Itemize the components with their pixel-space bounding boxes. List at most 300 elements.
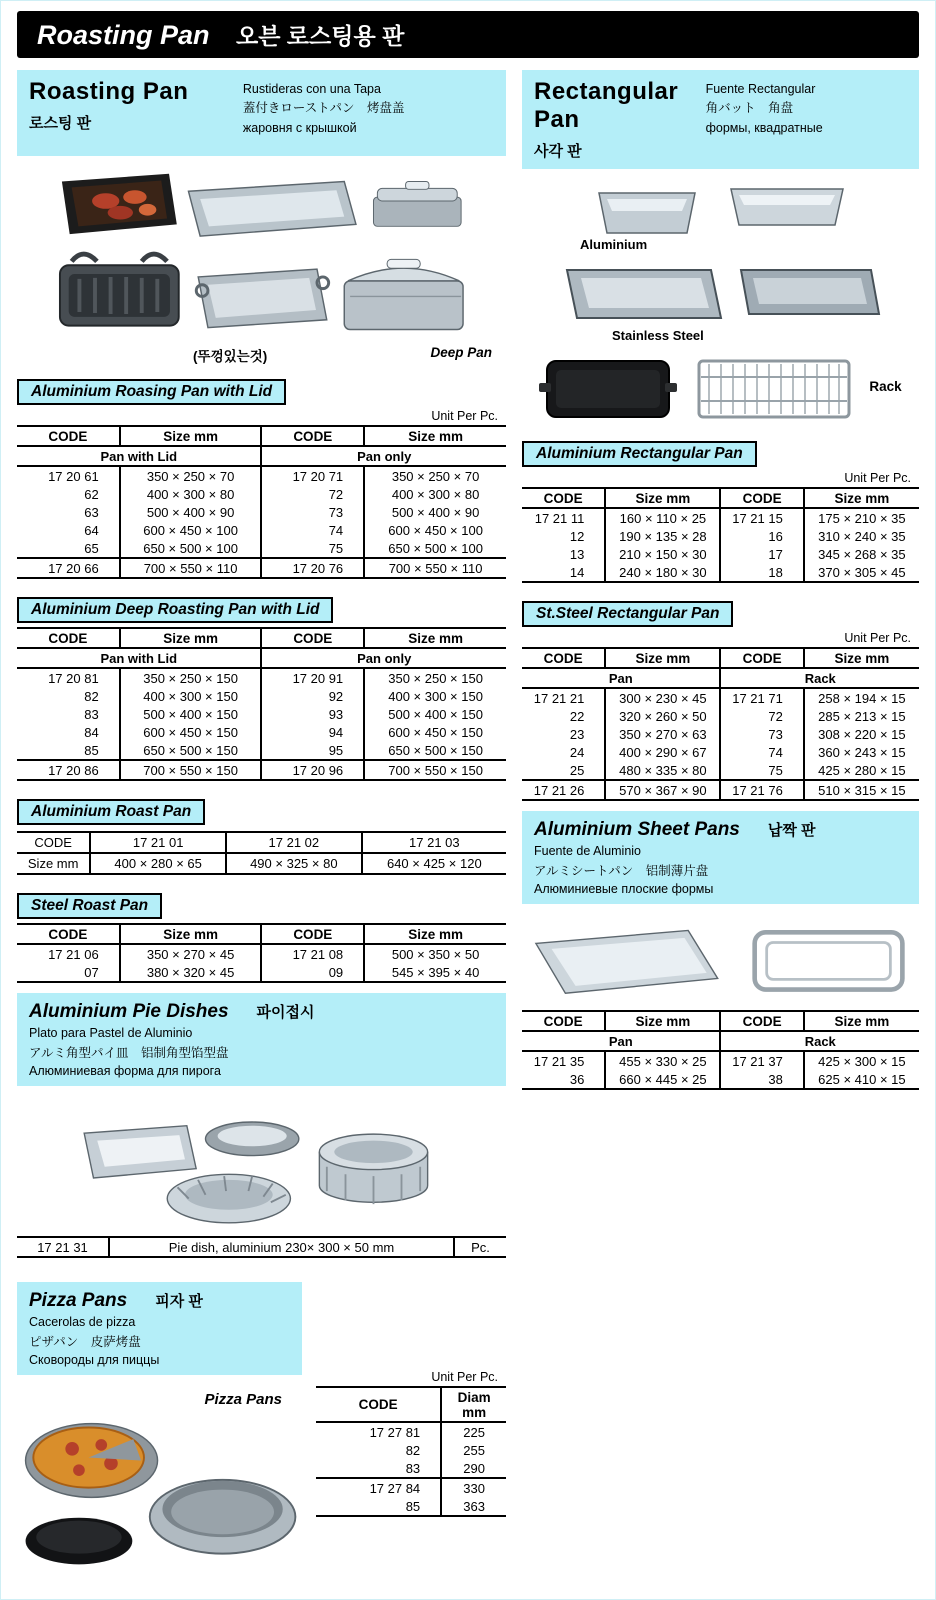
table-cell: 17 21 08 xyxy=(261,944,364,963)
rectangular-pan-title-kr: 사각 판 xyxy=(534,143,582,160)
table-cell: 94 xyxy=(261,723,364,741)
table-body xyxy=(17,668,506,780)
translation-ru: формы, квадратные xyxy=(705,120,823,135)
table-cell: 350 × 250 × 150 xyxy=(120,668,262,687)
table-cell: 500 × 400 × 90 xyxy=(364,503,506,521)
table-subheader-row xyxy=(522,668,919,688)
table-header-row xyxy=(522,1011,919,1031)
table-cell: Pie dish, aluminium 230× 300 × 50 mm xyxy=(109,1237,454,1257)
rectangular-pan-translations xyxy=(706,78,907,161)
alu-roast-pan-table xyxy=(17,831,506,875)
table-cell: 17 20 96 xyxy=(261,760,364,780)
left-column xyxy=(17,70,506,1575)
table-row xyxy=(17,687,506,705)
table-title-text: St.Steel Rectangular Pan xyxy=(536,605,720,622)
table-cell: 600 × 450 × 150 xyxy=(120,723,262,741)
subheader-pan: Pan xyxy=(522,1031,720,1051)
table-cell: 17 21 21 xyxy=(533,690,585,706)
table-cell: 72 xyxy=(720,707,803,725)
col-header-size: Size mm xyxy=(364,924,506,944)
table-cell: 320 × 260 × 50 xyxy=(605,707,720,725)
table-row xyxy=(522,780,919,800)
table-cell: 400 × 290 × 67 xyxy=(605,743,720,761)
table-cell: 640 × 425 × 120 xyxy=(362,853,506,874)
col-header-size: Size mm xyxy=(605,648,720,668)
table-head xyxy=(522,1011,919,1051)
table-head xyxy=(17,924,506,944)
table-row xyxy=(522,508,919,527)
table-cell: 240 × 180 × 30 xyxy=(605,563,720,582)
table-subheader-row xyxy=(17,446,506,466)
table-row xyxy=(522,743,919,761)
table-cell: 17 21 01 xyxy=(90,832,226,853)
table-cell: 09 xyxy=(261,963,364,982)
table-cell: Pc. xyxy=(454,1237,506,1257)
col-header-code: CODE xyxy=(522,488,605,508)
table-cell: 17 21 03 xyxy=(362,832,506,853)
table-cell: 17 20 71 xyxy=(261,466,364,485)
table-cell: 190 × 135 × 28 xyxy=(605,527,720,545)
table-cell: 545 × 395 × 40 xyxy=(364,963,506,982)
table-row xyxy=(17,944,506,963)
table-header-row xyxy=(17,924,506,944)
table-cell: 17 21 76 xyxy=(720,780,803,800)
col-header-size: Size mm xyxy=(120,426,262,446)
pizza-right xyxy=(316,1272,506,1575)
table-cell: 380 × 320 × 45 xyxy=(120,963,262,982)
subheader-pan-with-lid: Pan with Lid xyxy=(17,648,261,668)
table-title-text: Aluminium Deep Roasting Pan with Lid xyxy=(31,601,320,618)
table-cell: 17 20 76 xyxy=(261,558,364,578)
pizza-left xyxy=(17,1272,302,1575)
table-cell: 425 × 280 × 15 xyxy=(804,761,919,780)
page-banner xyxy=(17,11,919,58)
table-cell: Size mm xyxy=(17,853,90,874)
table-title-text: Aluminium Roast Pan xyxy=(31,803,192,820)
table-cell: 350 × 270 × 63 xyxy=(605,725,720,743)
table-cell: 350 × 250 × 70 xyxy=(364,466,506,485)
aluminium-pans-illustration xyxy=(591,177,851,239)
table-cell: 64 xyxy=(84,522,99,538)
table-cell: 17 20 86 xyxy=(17,760,120,780)
col-header-code: CODE xyxy=(720,488,803,508)
table-cell: 600 × 450 × 150 xyxy=(364,723,506,741)
table-row xyxy=(522,545,919,563)
table-cell: 650 × 500 × 150 xyxy=(364,741,506,760)
table-cell: 225 xyxy=(441,1422,506,1441)
table-cell: 350 × 250 × 150 xyxy=(364,668,506,687)
steel-roast-pan-table xyxy=(17,923,506,983)
table-row xyxy=(522,1051,919,1070)
table-row xyxy=(316,1459,506,1478)
table-body xyxy=(17,944,506,982)
rectangular-pan-header xyxy=(522,70,919,169)
table-title-steel-roast-pan xyxy=(17,893,162,919)
table-cell: 17 20 61 xyxy=(48,468,99,484)
table-cell: 400 × 280 × 65 xyxy=(90,853,226,874)
table-cell: 17 21 71 xyxy=(720,688,803,707)
col-header-size: Size mm xyxy=(804,648,919,668)
table-cell: 700 × 550 × 110 xyxy=(120,558,262,578)
col-header-code: CODE xyxy=(17,426,120,446)
table-row xyxy=(316,1422,506,1441)
table-cell: 38 xyxy=(720,1070,803,1089)
table-cell: 570 × 367 × 90 xyxy=(605,780,720,800)
table-row xyxy=(316,1441,506,1459)
translation-es: Plato para Pastel de Aluminio xyxy=(29,1026,193,1040)
col-header-code: CODE xyxy=(261,924,364,944)
table-cell: 350 × 270 × 45 xyxy=(120,944,262,963)
table-cell: 92 xyxy=(261,687,364,705)
rectangular-pan-title: Rectangular Pan xyxy=(534,78,679,133)
pie-dishes-title: Aluminium Pie Dishes xyxy=(29,1001,229,1022)
table-row xyxy=(522,725,919,743)
sheet-pans-table xyxy=(522,1010,919,1090)
pizza-title-kr: 피자 판 xyxy=(155,1293,203,1310)
table-cell: 660 × 445 × 25 xyxy=(605,1070,720,1089)
table-title-alu-deep-roasting xyxy=(17,597,333,623)
table-cell: 300 × 230 × 45 xyxy=(605,688,720,707)
table-cell: 700 × 550 × 150 xyxy=(120,760,262,780)
table-title-text: Aluminium Rectangular Pan xyxy=(536,445,743,462)
table-cell: 82 xyxy=(84,688,99,704)
table-cell: 310 × 240 × 35 xyxy=(804,527,919,545)
table-row xyxy=(17,466,506,485)
col-header-size: Size mm xyxy=(120,628,262,648)
table-body xyxy=(522,688,919,800)
rectangular-pans-photo xyxy=(522,177,919,425)
table-cell: 400 × 300 × 80 xyxy=(120,485,262,503)
roasting-pan-header xyxy=(17,70,506,156)
pie-dishes-header xyxy=(17,993,506,1086)
table-cell: 700 × 550 × 150 xyxy=(364,760,506,780)
table-row xyxy=(17,539,506,558)
table-head xyxy=(522,488,919,508)
subheader-pan-only: Pan only xyxy=(261,648,506,668)
col-header-code: CODE xyxy=(17,924,120,944)
table-row xyxy=(17,741,506,760)
table-cell: 600 × 450 × 100 xyxy=(364,521,506,539)
table-cell: 480 × 335 × 80 xyxy=(605,761,720,780)
table-cell: 500 × 350 × 50 xyxy=(364,944,506,963)
sheet-pans-title-row xyxy=(534,819,907,841)
table-cell: 17 21 02 xyxy=(226,832,362,853)
table-cell: 17 20 81 xyxy=(48,670,99,686)
table-row xyxy=(17,485,506,503)
table-row xyxy=(522,688,919,707)
table-title-text: Aluminium Roasing Pan with Lid xyxy=(31,383,273,400)
table-cell: 17 20 66 xyxy=(17,558,120,578)
translation-ru: Сковороды для пиццы xyxy=(29,1353,160,1367)
table-row xyxy=(522,707,919,725)
subheader-pan-with-lid: Pan with Lid xyxy=(17,446,261,466)
alu-rectangular-table xyxy=(522,487,919,583)
table-cell: 17 21 06 xyxy=(48,946,99,962)
roasting-pans-photo xyxy=(17,164,506,365)
col-header-size: Size mm xyxy=(120,924,262,944)
table-cell: 510 × 315 × 15 xyxy=(804,780,919,800)
table-cell: 308 × 220 × 15 xyxy=(804,725,919,743)
table-cell: 650 × 500 × 150 xyxy=(120,741,262,760)
table-header-row xyxy=(316,1387,506,1422)
table-row xyxy=(522,563,919,582)
table-row xyxy=(17,668,506,687)
table-cell: 345 × 268 × 35 xyxy=(804,545,919,563)
pizza-title: Pizza Pans xyxy=(29,1290,128,1311)
table-cell: 17 21 35 xyxy=(533,1053,585,1069)
table-cell: 500 × 400 × 150 xyxy=(120,705,262,723)
table-body xyxy=(316,1422,506,1516)
pizza-section xyxy=(17,1272,506,1575)
table-cell: 400 × 300 × 80 xyxy=(364,485,506,503)
table-head xyxy=(17,628,506,668)
col-header-code: CODE xyxy=(720,1011,803,1031)
right-column xyxy=(522,70,919,1098)
col-header-code: CODE xyxy=(17,628,120,648)
table-subheader-row xyxy=(17,648,506,668)
translation-ja-zh: 角バット 角盘 xyxy=(705,101,794,116)
roasting-pans-illustration xyxy=(17,164,506,349)
table-body xyxy=(522,1051,919,1089)
table-cell: 36 xyxy=(522,1070,605,1089)
table-cell: 600 × 450 × 100 xyxy=(120,521,262,539)
table-cell: 24 xyxy=(569,744,585,760)
table-cell: 16 xyxy=(720,527,803,545)
roasting-pan-header-left xyxy=(29,78,243,148)
table-cell: 400 × 300 × 150 xyxy=(364,687,506,705)
table-cell: 650 × 500 × 100 xyxy=(364,539,506,558)
table-row xyxy=(17,832,506,853)
table-cell: 210 × 150 × 30 xyxy=(605,545,720,563)
table-cell: 62 xyxy=(84,486,99,502)
table-cell: 72 xyxy=(261,485,364,503)
table-title-text: Steel Roast Pan xyxy=(31,897,149,914)
table-cell: 75 xyxy=(720,761,803,780)
translation-es: Fuente Rectangular xyxy=(705,82,816,96)
subheader-pan-only: Pan only xyxy=(261,446,506,466)
subheader-rack: Rack xyxy=(720,668,919,688)
alu-roasting-with-lid-table xyxy=(17,425,506,579)
pie-dishes-title-kr: 파이접시 xyxy=(256,1004,315,1021)
table-cell: 255 xyxy=(441,1441,506,1459)
banner-title-en: Roasting Pan xyxy=(37,20,210,50)
table-row xyxy=(522,761,919,780)
table-cell: 363 xyxy=(441,1497,506,1516)
col-header-code: CODE xyxy=(316,1387,441,1422)
col-header-code: CODE xyxy=(522,1011,605,1031)
rack-photo-row xyxy=(522,347,919,425)
table-body xyxy=(17,832,506,874)
table-row xyxy=(522,1070,919,1089)
table-cell: 650 × 500 × 100 xyxy=(120,539,262,558)
col-header-code: CODE xyxy=(261,426,364,446)
rectangular-pan-header-left xyxy=(534,78,706,161)
table-cell: 12 xyxy=(569,528,585,544)
table-cell: 17 21 11 xyxy=(534,510,585,526)
col-header-code: CODE xyxy=(261,628,364,648)
table-body xyxy=(17,1237,506,1257)
table-cell: 22 xyxy=(569,708,585,724)
table-row xyxy=(17,760,506,780)
translation-ru: Алюминиевая форма для пирога xyxy=(29,1064,221,1078)
table-cell: 285 × 213 × 15 xyxy=(804,707,919,725)
col-header-size: Size mm xyxy=(364,426,506,446)
col-header-code: CODE xyxy=(522,648,605,668)
translation-ru: Алюминиевые плоские формы xyxy=(534,882,714,896)
sheet-pans-header xyxy=(522,811,919,904)
table-cell: 455 × 330 × 25 xyxy=(605,1051,720,1070)
translation-es: Cacerolas de pizza xyxy=(29,1315,136,1329)
pie-dishes-title-row xyxy=(29,1001,494,1023)
table-cell: 17 27 81 xyxy=(369,1424,421,1440)
col-header-diam: Diam mm xyxy=(441,1387,506,1422)
table-body xyxy=(522,508,919,582)
unit-note: Unit Per Pc. xyxy=(431,1370,498,1384)
table-row xyxy=(17,705,506,723)
roasting-pan-title-kr: 로스팅 판 xyxy=(29,115,92,132)
translation-es: Fuente de Aluminio xyxy=(534,844,642,858)
translation-ja-zh: アルミシートパン 铝制薄片盘 xyxy=(534,864,709,878)
table-cell: 17 21 37 xyxy=(720,1051,803,1070)
table-cell: 370 × 305 × 45 xyxy=(804,563,919,582)
table-header-row xyxy=(17,628,506,648)
table-cell: 160 × 110 × 25 xyxy=(605,508,720,527)
table-cell: 350 × 250 × 70 xyxy=(120,466,262,485)
caption-stainless-steel: Stainless Steel xyxy=(612,328,704,343)
table-cell: 17 27 84 xyxy=(316,1478,441,1497)
table-cell: 73 xyxy=(720,725,803,743)
table-cell: 500 × 400 × 90 xyxy=(120,503,262,521)
table-row xyxy=(17,723,506,741)
table-row xyxy=(17,963,506,982)
pizza-pans-table xyxy=(316,1386,506,1517)
table-cell: 85 xyxy=(316,1497,441,1516)
subheader-pan: Pan xyxy=(522,668,720,688)
unit-note: Unit Per Pc. xyxy=(844,631,911,645)
table-cell: 490 × 325 × 80 xyxy=(226,853,362,874)
table-cell: 14 xyxy=(522,563,605,582)
table-row xyxy=(17,521,506,539)
pizza-header xyxy=(17,1282,302,1375)
pizza-photo-caption: Pizza Pans xyxy=(204,1391,282,1408)
table-title-alu-rectangular xyxy=(522,441,757,467)
table-cell: 18 xyxy=(720,563,803,582)
roasting-pan-translations xyxy=(243,78,494,148)
table-subheader-row xyxy=(522,1031,919,1051)
table-row xyxy=(316,1478,506,1497)
table-cell: 175 × 210 × 35 xyxy=(804,508,919,527)
table-cell: 75 xyxy=(261,539,364,558)
table-cell: 17 xyxy=(720,545,803,563)
table-cell: 258 × 194 × 15 xyxy=(804,688,919,707)
table-cell: 700 × 550 × 110 xyxy=(364,558,506,578)
sheet-pans-title-kr: 납짝 판 xyxy=(767,822,816,839)
table-cell: 17 20 91 xyxy=(261,668,364,687)
table-cell: 290 xyxy=(441,1459,506,1478)
rack-illustration xyxy=(539,347,859,425)
table-cell: 83 xyxy=(405,1460,421,1476)
subheader-rack: Rack xyxy=(720,1031,919,1051)
table-row xyxy=(17,853,506,874)
col-header-size: Size mm xyxy=(804,1011,919,1031)
table-head xyxy=(17,426,506,466)
table-header-row xyxy=(522,648,919,668)
table-cell: 93 xyxy=(261,705,364,723)
table-cell: 84 xyxy=(84,724,99,740)
pie-dish-table xyxy=(17,1236,506,1258)
photo-caption-deep-pan: Deep Pan xyxy=(430,345,492,360)
col-header-code: CODE xyxy=(720,648,803,668)
col-header-size: Size mm xyxy=(605,488,720,508)
table-cell: 74 xyxy=(720,743,803,761)
roasting-photo-captions xyxy=(17,345,506,365)
banner-title-kr: 오븐 로스팅용 판 xyxy=(235,23,405,49)
translation-ru: жаровня с крышкой xyxy=(242,120,357,135)
table-cell: 85 xyxy=(84,742,99,758)
table-cell: 330 xyxy=(441,1478,506,1497)
table-cell: 82 xyxy=(405,1442,421,1458)
table-cell: 17 21 26 xyxy=(522,780,605,800)
table-cell: 425 × 300 × 15 xyxy=(804,1051,919,1070)
sheet-pans-photo xyxy=(522,912,919,1008)
table-cell: 07 xyxy=(17,963,120,982)
table-cell: 83 xyxy=(84,706,99,722)
roasting-pan-title: Roasting Pan xyxy=(29,78,189,105)
table-header-row xyxy=(522,488,919,508)
alu-deep-roasting-table xyxy=(17,627,506,781)
table-cell: 17 21 31 xyxy=(17,1237,109,1257)
table-row xyxy=(316,1497,506,1516)
content-columns xyxy=(17,70,919,1575)
table-header-row xyxy=(17,426,506,446)
pie-dishes-photo xyxy=(17,1094,506,1234)
col-header-size: Size mm xyxy=(605,1011,720,1031)
table-row xyxy=(522,527,919,545)
table-cell: 63 xyxy=(84,504,99,520)
table-head xyxy=(522,648,919,688)
table-cell: 400 × 300 × 150 xyxy=(120,687,262,705)
stainless-pans-illustration xyxy=(561,256,881,330)
table-title-alu-roast-pan xyxy=(17,799,205,825)
table-cell: 13 xyxy=(569,546,585,562)
table-cell: 73 xyxy=(261,503,364,521)
unit-note: Unit Per Pc. xyxy=(844,471,911,485)
table-cell: 25 xyxy=(569,762,585,778)
pizza-pans-photo xyxy=(17,1410,302,1575)
col-header-size: Size mm xyxy=(804,488,919,508)
table-cell: 625 × 410 × 15 xyxy=(804,1070,919,1089)
table-body xyxy=(17,466,506,578)
table-cell: 360 × 243 × 15 xyxy=(804,743,919,761)
steel-rectangular-table xyxy=(522,647,919,801)
table-row xyxy=(17,558,506,578)
col-header-size: Size mm xyxy=(364,628,506,648)
table-head xyxy=(316,1387,506,1422)
translation-ja-zh: ピザパン 皮萨烤盘 xyxy=(29,1335,141,1349)
table-cell: 65 xyxy=(84,540,99,556)
caption-aluminium: Aluminium xyxy=(580,237,648,252)
table-cell: 17 21 15 xyxy=(720,508,803,527)
pizza-title-row xyxy=(29,1290,290,1312)
translation-ja-zh: アルミ角型パイ皿 铝制角型馅型盘 xyxy=(29,1046,229,1060)
table-cell: 95 xyxy=(261,741,364,760)
photo-caption-lid-note: (뚜껑있는것) xyxy=(193,349,268,364)
translation-ja-zh: 蓋付きローストパン 烤盘盖 xyxy=(242,101,405,116)
sheet-pans-title: Aluminium Sheet Pans xyxy=(534,819,740,840)
table-title-alu-roasting-with-lid xyxy=(17,379,286,405)
table-title-steel-rectangular xyxy=(522,601,733,627)
table-cell: 500 × 400 × 150 xyxy=(364,705,506,723)
